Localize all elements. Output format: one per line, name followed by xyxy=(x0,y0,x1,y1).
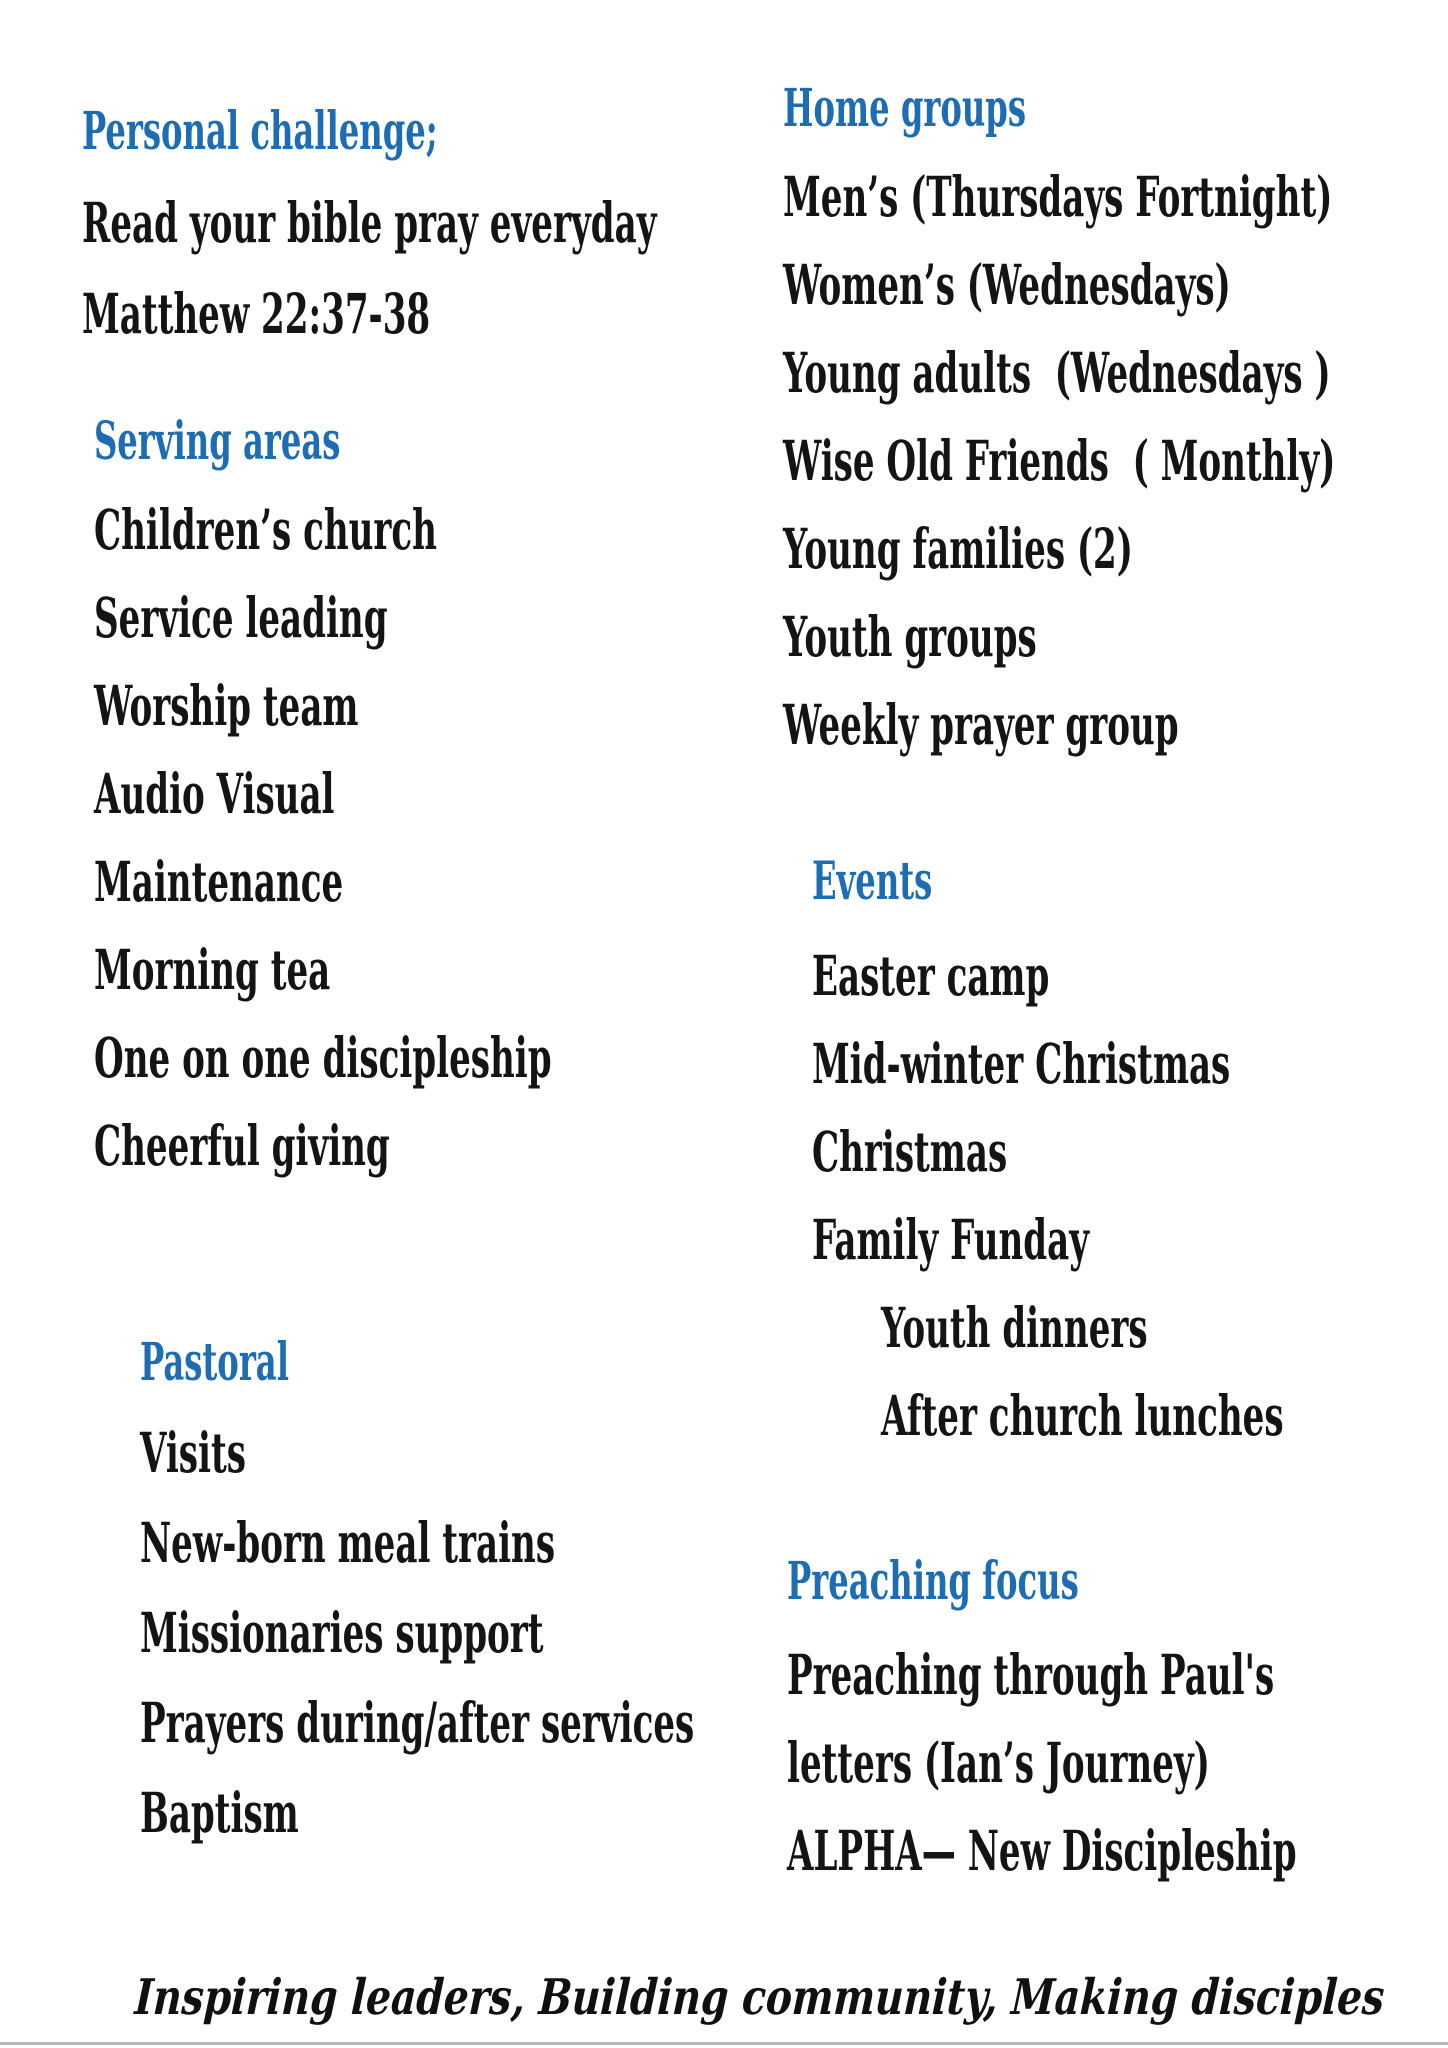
list-item: Prayers during/after services xyxy=(140,1690,695,1755)
page-bottom-edge xyxy=(0,2042,1448,2045)
list-item: Mid-winter Christmas xyxy=(812,1031,1231,1096)
list-item: Men’s (Thursdays Fortnight) xyxy=(783,164,1333,229)
list-item: Worship team xyxy=(94,673,359,738)
footer-tagline: Inspiring leaders, Building community, Making disciples xyxy=(133,1968,1386,2026)
list-item: Wise Old Friends ( Monthly) xyxy=(783,428,1336,493)
pastoral-section xyxy=(140,1318,840,1858)
list-item: Baptism xyxy=(140,1780,299,1845)
serving-areas-heading: Serving areas xyxy=(94,411,341,472)
list-item: After church lunches xyxy=(881,1383,1284,1448)
list-item: Audio Visual xyxy=(94,761,335,826)
list-item: Preaching through Paul's xyxy=(787,1642,1275,1707)
list-item: Women’s (Wednesdays) xyxy=(783,252,1231,317)
list-item: letters (Ian’s Journey) xyxy=(787,1730,1210,1795)
personal-challenge-heading: Personal challenge; xyxy=(82,101,438,162)
list-item: Easter camp xyxy=(812,943,1050,1008)
list-item: New-born meal trains xyxy=(140,1510,556,1575)
list-item: Youth dinners xyxy=(881,1295,1148,1360)
list-item: Cheerful giving xyxy=(94,1113,390,1178)
home-groups-heading: Home groups xyxy=(783,78,1026,139)
list-item: Youth groups xyxy=(783,604,1037,669)
list-item: ALPHA— New Discipleship xyxy=(787,1818,1297,1883)
list-item: Morning tea xyxy=(94,937,331,1002)
list-item: Visits xyxy=(140,1420,246,1485)
preaching-focus-heading: Preaching focus xyxy=(787,1551,1079,1612)
list-item: Matthew 22:37-38 xyxy=(82,281,431,346)
list-item: Family Funday xyxy=(812,1207,1090,1272)
serving-areas-section xyxy=(94,398,794,1190)
list-item: Service leading xyxy=(94,585,388,650)
list-item: One on one discipleship xyxy=(94,1025,552,1090)
pastoral-heading: Pastoral xyxy=(140,1332,289,1393)
list-item: Weekly prayer group xyxy=(783,692,1179,757)
events-heading: Events xyxy=(812,851,933,912)
personal-challenge-section xyxy=(82,86,782,359)
list-item: Christmas xyxy=(812,1119,1008,1184)
list-item: Maintenance xyxy=(94,849,344,914)
preaching-focus-section xyxy=(787,1538,1448,1895)
list-item: Read your bible pray everyday xyxy=(82,190,657,255)
list-item: Young families (2) xyxy=(783,516,1133,581)
list-item: Missionaries support xyxy=(140,1600,544,1665)
list-item: Children’s church xyxy=(94,497,437,562)
home-groups-section xyxy=(783,65,1448,769)
list-item: Young adults (Wednesdays ) xyxy=(783,340,1331,405)
events-section xyxy=(812,838,1448,1460)
